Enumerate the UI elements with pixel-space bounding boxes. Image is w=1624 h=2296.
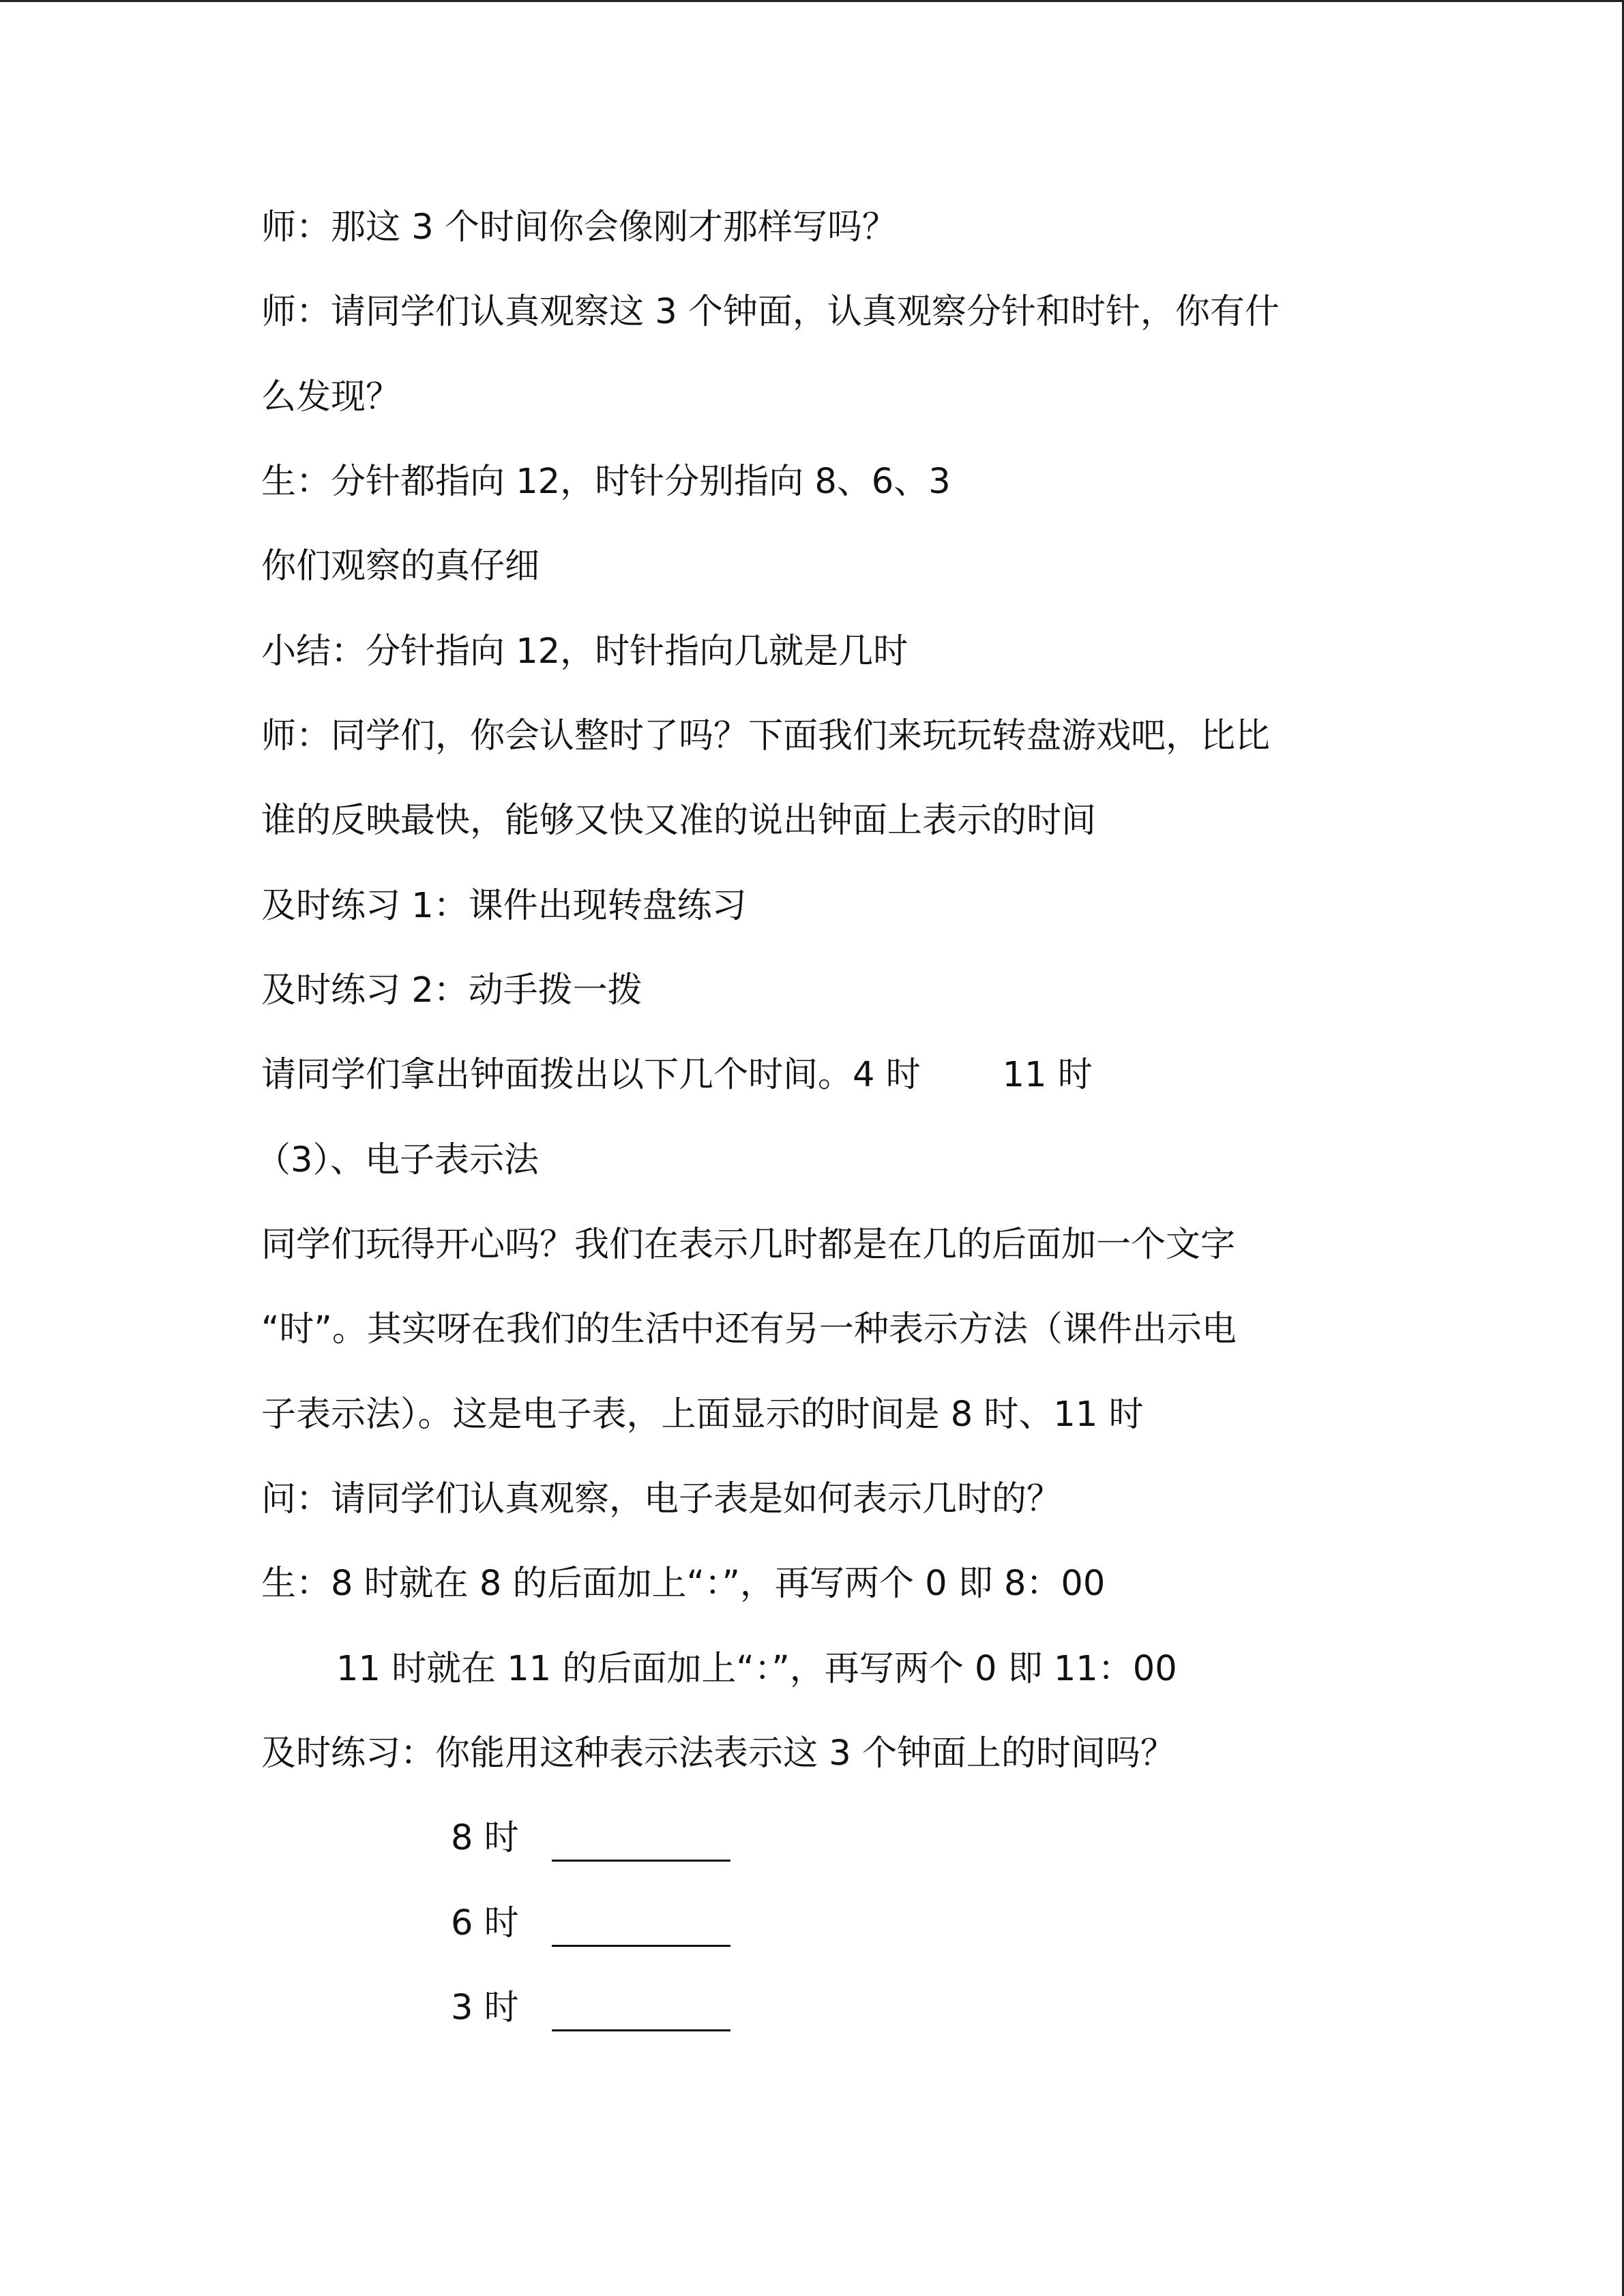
answer-blank[interactable] bbox=[552, 1991, 730, 2031]
time-value: 11 时 bbox=[1002, 1055, 1093, 1095]
paragraph-line: 生：8 时就在 8 的后面加上“：”，再写两个 0 即 8：00 bbox=[261, 1564, 1106, 1604]
paragraph-line: 及时练习：你能用这种表示法表示这 3 个钟面上的时间吗？ bbox=[261, 1733, 1175, 1774]
paragraph-line: 师：同学们，你会认整时了吗？下面我们来玩玩转盘游戏吧，比比 bbox=[261, 716, 1271, 756]
answer-blank[interactable] bbox=[552, 1916, 730, 1947]
paragraph-line: 子表示法）。这是电子表，上面显示的时间是 8 时、11 时 bbox=[261, 1395, 1144, 1435]
answer-blank[interactable] bbox=[552, 1831, 730, 1862]
exercise-row bbox=[451, 1900, 730, 1947]
paragraph-line: “时”。其实呀在我们的生活中还有另一种表示方法（课件出示电 bbox=[261, 1309, 1237, 1350]
paragraph-line: 生：分针都指向 12，时针分别指向 8、6、3 bbox=[261, 462, 951, 502]
paragraph-line: 师：请同学们认真观察这 3 个钟面，认真观察分针和时针，你有什 bbox=[261, 292, 1280, 332]
paragraph-line: 问：请同学们认真观察，电子表是如何表示几时的？ bbox=[261, 1479, 1062, 1519]
top-border-line bbox=[0, 0, 1624, 2]
exercise-label: 3 时 bbox=[451, 1988, 519, 2028]
paragraph-line: 11 时就在 11 的后面加上“：”，再写两个 0 即 11：00 bbox=[336, 1649, 1177, 1689]
paragraph-line bbox=[261, 1052, 1093, 1099]
paragraph-line: 及时练习 1：课件出现转盘练习 bbox=[261, 886, 747, 926]
paragraph-line: 同学们玩得开心吗？我们在表示几时都是在几的后面加一个文字 bbox=[261, 1225, 1236, 1265]
paragraph-line: 你们观察的真仔细 bbox=[261, 546, 540, 586]
exercise-row bbox=[451, 1815, 730, 1862]
exercise-row bbox=[451, 1985, 730, 2031]
exercise-label: 8 时 bbox=[451, 1818, 519, 1858]
section-heading: （3）、电子表示法 bbox=[256, 1140, 539, 1180]
exercise-label: 6 时 bbox=[451, 1903, 519, 1943]
paragraph-line: 小结：分针指向 12，时针指向几就是几时 bbox=[261, 631, 909, 672]
paragraph-line: 及时练习 2：动手拨一拨 bbox=[261, 970, 643, 1011]
paragraph-line: 师：那这 3 个时间你会像刚才那样写吗？ bbox=[261, 207, 897, 248]
time-prompt-text: 请同学们拿出钟面拨出以下几个时间。4 时 bbox=[261, 1055, 921, 1095]
paragraph-line: 谁的反映最快，能够又快又准的说出钟面上表示的时间 bbox=[261, 801, 1097, 841]
paragraph-line: 么发现？ bbox=[261, 377, 401, 417]
